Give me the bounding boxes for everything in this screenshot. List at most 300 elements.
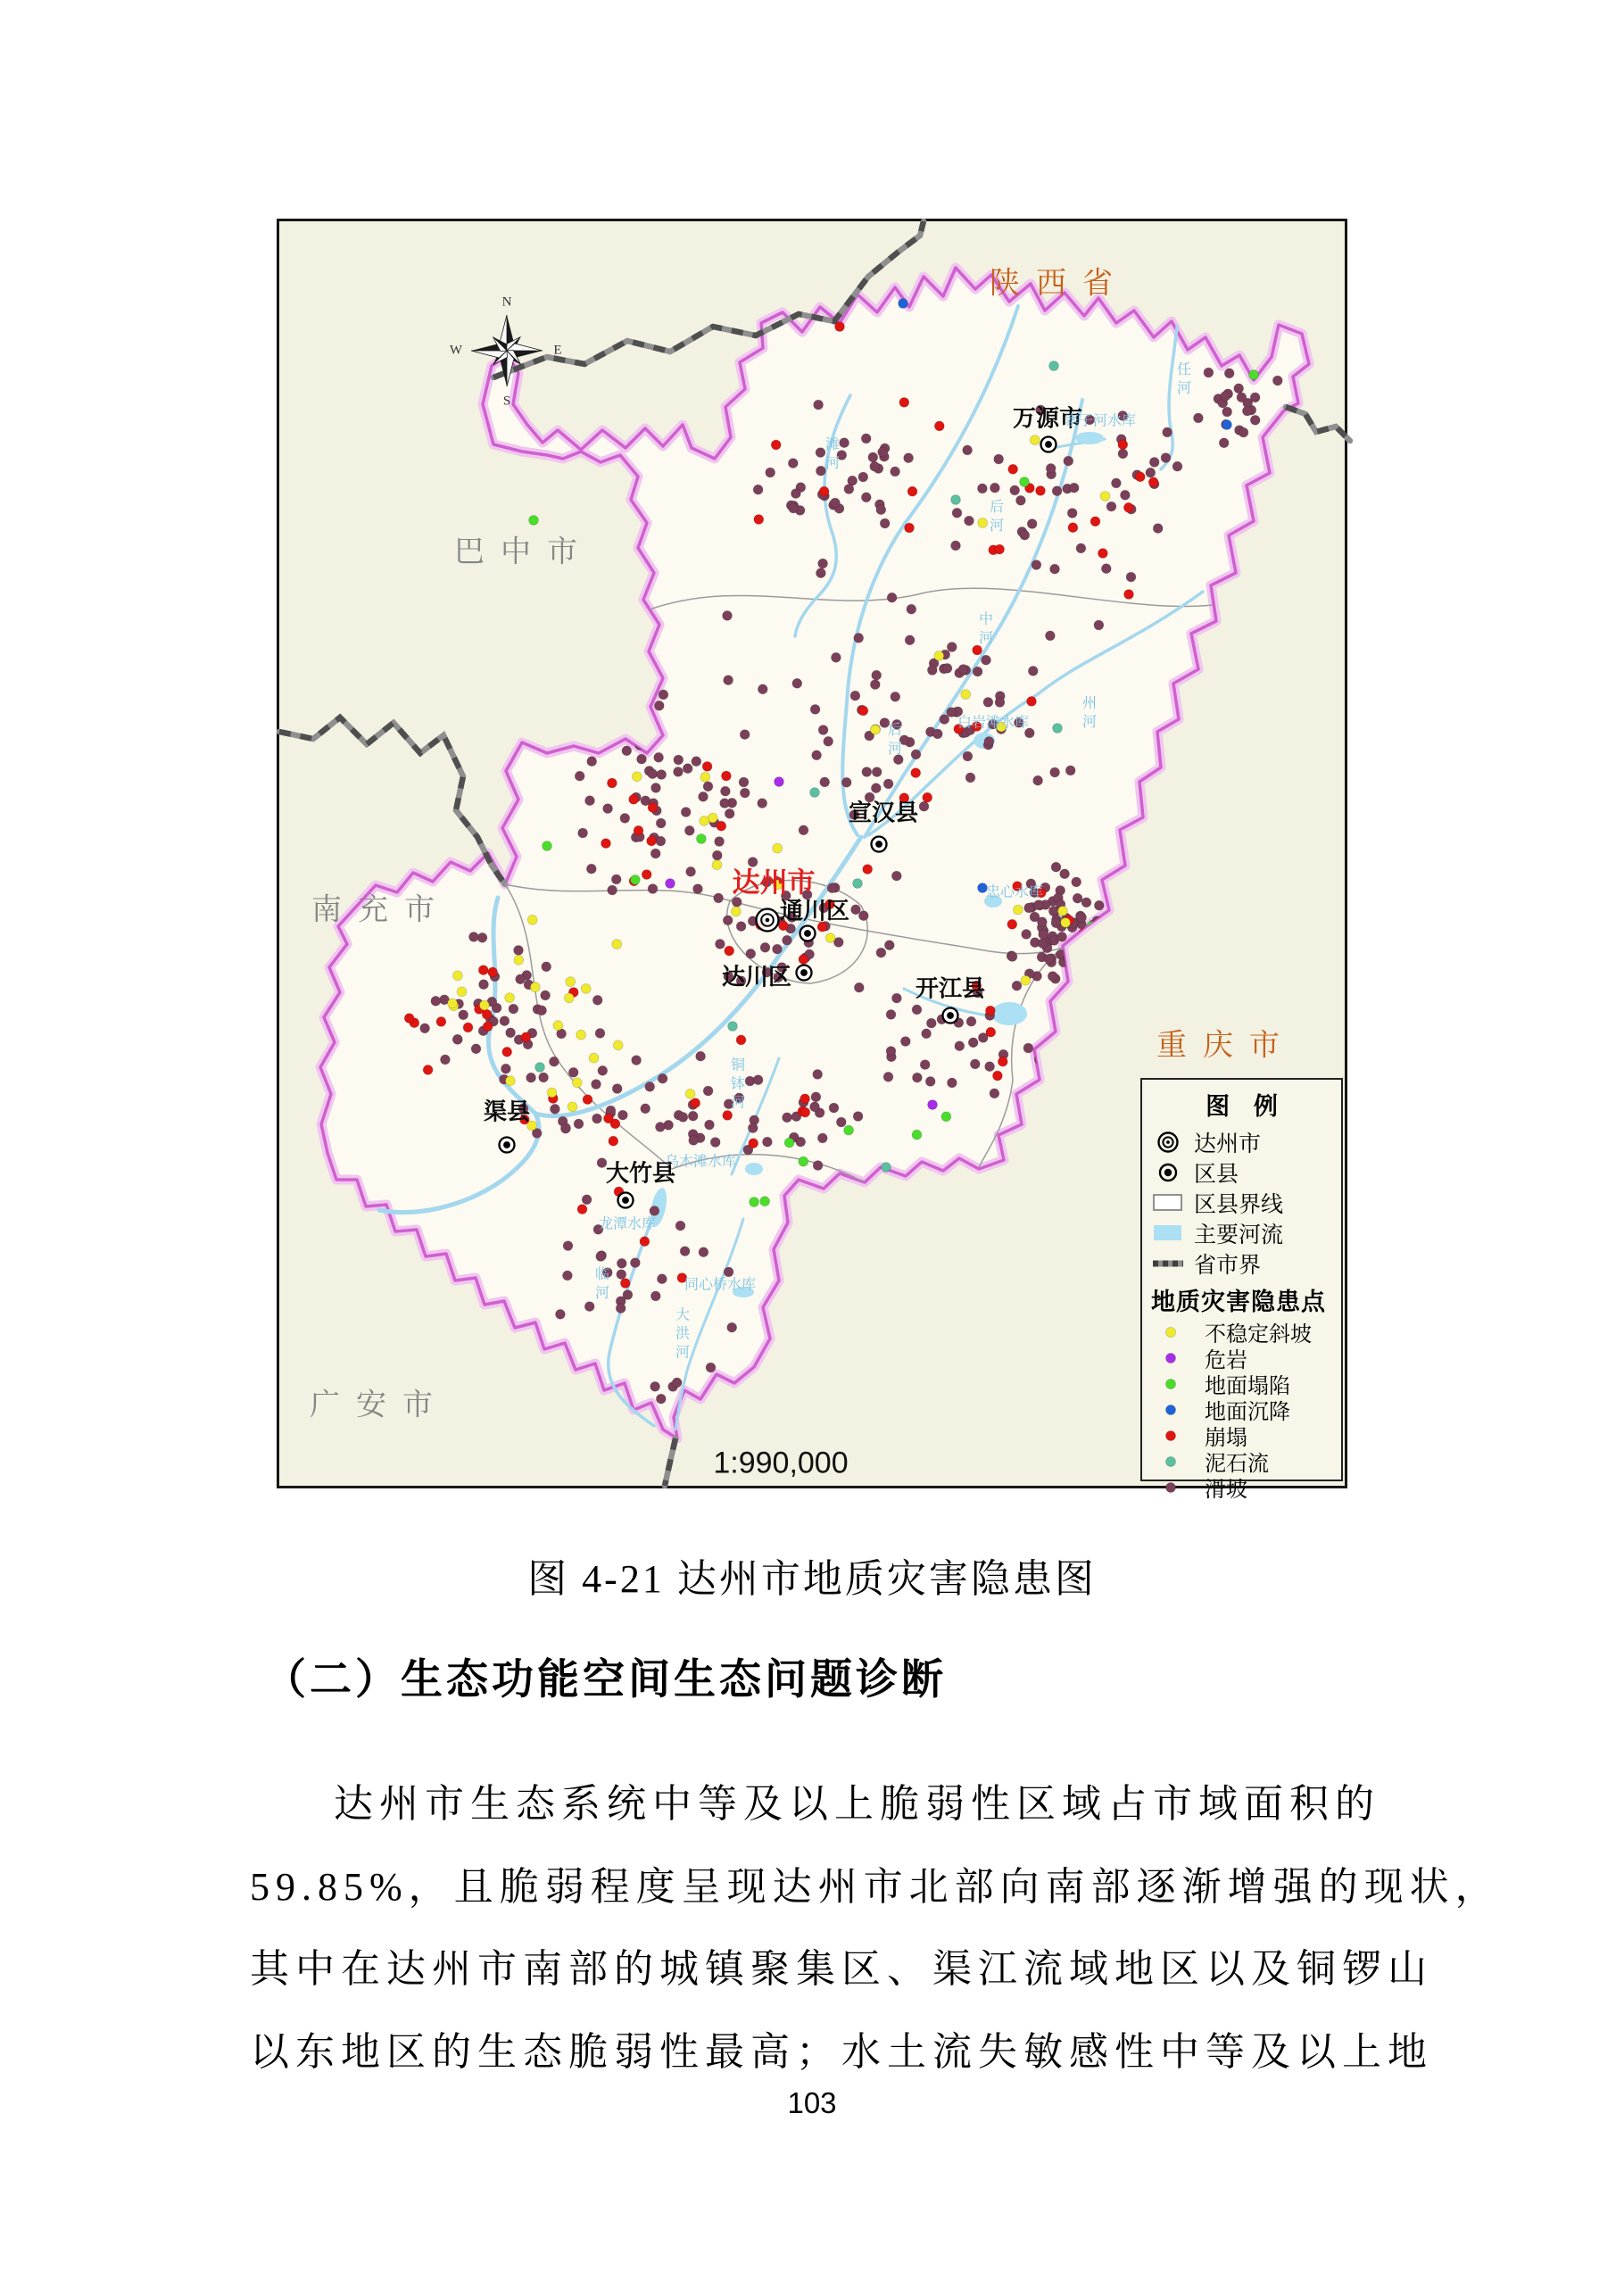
- landslide-dot: [699, 1247, 708, 1257]
- place-label: 大竹县: [605, 1159, 676, 1187]
- landslide-dot: [500, 1016, 510, 1026]
- landslide-dot: [516, 974, 526, 984]
- landslide-dot: [851, 905, 861, 915]
- landslide-dot: [773, 944, 783, 954]
- landslide-dot: [884, 941, 894, 950]
- slope-dot: [825, 933, 835, 943]
- rockfall-dot: [463, 1023, 473, 1032]
- hazard-map-figure: [277, 219, 1347, 1502]
- water-label: 后河: [885, 722, 901, 759]
- landslide-dot: [789, 503, 799, 513]
- landslide-dot: [1065, 766, 1075, 775]
- body-text-line: 其中在达州市南部的城镇聚集区、渠江流域地区以及铜锣山: [250, 1947, 1433, 1991]
- landslide-dot: [692, 757, 701, 767]
- rockfall-dot: [634, 825, 643, 835]
- compass-letter: W: [449, 343, 463, 358]
- page-number: 103: [787, 2086, 837, 2119]
- landslide-dot: [723, 916, 733, 925]
- slope-dot: [712, 860, 722, 870]
- landslide-dot: [623, 1290, 633, 1300]
- landslide-dot: [911, 750, 921, 759]
- slope-dot: [1014, 905, 1023, 915]
- dot-legend-icon: [1156, 1319, 1190, 1346]
- landslide-dot: [563, 1271, 573, 1281]
- landslide-dot: [907, 604, 916, 614]
- county-marker: [797, 966, 812, 981]
- landslide-dot: [693, 884, 703, 894]
- landslide-dot: [811, 1092, 821, 1102]
- slope-dot: [612, 940, 622, 949]
- landslide-dot: [651, 783, 661, 793]
- subsidence-dot: [1222, 420, 1232, 430]
- debris-dot: [951, 495, 961, 505]
- landslide-dot: [574, 1119, 584, 1129]
- landslide-dot: [1077, 913, 1087, 923]
- landslide-dot: [927, 666, 937, 676]
- landslide-dot: [883, 779, 893, 789]
- landslide-dot: [648, 884, 658, 894]
- landslide-dot: [680, 1247, 690, 1256]
- landslide-dot: [948, 1078, 957, 1088]
- landslide-dot: [816, 568, 826, 578]
- slope-dot: [457, 987, 467, 997]
- landslide-dot: [1033, 775, 1043, 785]
- landslide-dot: [963, 751, 973, 761]
- landslide-dot: [541, 991, 551, 1000]
- rockfall-dot: [620, 1279, 630, 1289]
- landslide-dot: [947, 708, 957, 717]
- water-label: 同心桥水库: [684, 1277, 757, 1293]
- water-label: 大洪河: [673, 1306, 689, 1364]
- water-label: 白岩滩水库: [957, 715, 1030, 731]
- legend-hazard-title: 地质灾害隐患点: [1151, 1289, 1326, 1315]
- rockfall-dot: [749, 1139, 758, 1148]
- slope-dot: [934, 651, 944, 661]
- landslide-dot: [1126, 572, 1136, 582]
- landslide-dot: [587, 757, 597, 767]
- legend-hazard-label: 滑坡: [1205, 1479, 1247, 1502]
- collapse-dot: [784, 1138, 794, 1148]
- landslide-dot: [766, 468, 775, 477]
- place-label: 宣汉县: [848, 799, 919, 826]
- landslide-dot: [1204, 368, 1214, 377]
- landslide-dot: [537, 1006, 547, 1015]
- slope-dot: [1061, 918, 1071, 928]
- body-text-line: 59.85%，且脆弱程度呈现达州市北部向南部逐渐增强的现状，: [250, 1864, 1501, 1909]
- rockfall-dot: [601, 839, 611, 849]
- water-label: 乌木滩水库: [664, 1154, 737, 1170]
- rockfall-dot: [934, 421, 944, 431]
- place-label: 达州市: [732, 866, 816, 899]
- map-legend: [1140, 1078, 1343, 1502]
- rockfall-dot: [799, 955, 808, 965]
- landslide-dot: [592, 1114, 602, 1123]
- landslide-dot: [792, 678, 802, 688]
- landslide-dot: [973, 667, 982, 676]
- landslide-dot: [539, 1073, 549, 1082]
- landslide-dot: [551, 1104, 560, 1114]
- landslide-dot: [542, 962, 551, 972]
- figure-caption: 图 4-21 达州市地质灾害隐患图: [527, 1557, 1097, 1601]
- map-scale: 1:990,000: [713, 1446, 849, 1480]
- landslide-dot: [984, 737, 994, 747]
- rockfall-dot: [647, 836, 657, 846]
- rockfall-dot: [907, 486, 917, 496]
- rockfall-dot: [986, 1006, 996, 1015]
- landslide-dot: [441, 1055, 451, 1065]
- landslide-dot: [703, 1086, 713, 1096]
- landslide-dot: [657, 770, 667, 780]
- slope-dot: [1100, 492, 1110, 501]
- landslide-dot: [506, 1028, 516, 1038]
- landslide-dot: [514, 946, 524, 956]
- landslide-dot: [841, 777, 851, 787]
- landslide-dot: [1048, 972, 1057, 982]
- collapse-dot: [844, 1125, 854, 1135]
- landslide-dot: [913, 1073, 923, 1082]
- slope-dot: [547, 1088, 557, 1098]
- landslide-dot: [922, 1029, 932, 1039]
- county-marker: [943, 1008, 958, 1024]
- landslide-dot: [753, 485, 763, 494]
- landslide-dot: [1112, 478, 1122, 488]
- landslide-dot: [892, 993, 902, 1003]
- collapse-dot: [750, 1198, 759, 1207]
- landslide-dot: [887, 593, 897, 602]
- landslide-dot: [727, 1322, 737, 1332]
- landslide-dot: [1051, 862, 1061, 872]
- rock-dot: [666, 879, 675, 889]
- landslide-dot: [686, 866, 696, 876]
- landslide-dot: [985, 1062, 995, 1072]
- landslide-dot: [983, 698, 993, 708]
- legend-hazard-item: [1151, 1371, 1332, 1397]
- landslide-dot: [868, 452, 878, 462]
- landslide-dot: [1073, 893, 1082, 903]
- landslide-dot: [678, 1113, 688, 1123]
- rockfall-dot: [629, 794, 639, 804]
- landslide-dot: [1051, 918, 1061, 928]
- slope-dot: [505, 993, 515, 1003]
- water-label: 后河: [987, 499, 1003, 536]
- dot-legend-icon: [1156, 1371, 1190, 1397]
- landslide-dot: [796, 1137, 806, 1147]
- debris-dot: [1049, 361, 1059, 371]
- reservoir-shape: [1075, 432, 1104, 444]
- slope-dot: [530, 982, 540, 992]
- compass-letter: E: [553, 343, 562, 358]
- landslide-dot: [420, 1024, 430, 1033]
- landslide-dot: [995, 698, 1005, 708]
- place-label: 达川区: [721, 963, 792, 991]
- landslide-dot: [706, 1363, 716, 1372]
- legend-item-label: 区县: [1194, 1163, 1239, 1187]
- rock-dot: [775, 777, 784, 787]
- rockfall-dot: [521, 1032, 531, 1042]
- rockfall-dot: [722, 771, 732, 781]
- landslide-dot: [740, 730, 750, 740]
- debris-dot: [810, 788, 820, 798]
- legend-hazard-label: 危岩: [1205, 1349, 1247, 1372]
- landslide-dot: [1007, 952, 1017, 962]
- landslide-dot: [654, 752, 664, 762]
- landslide-dot: [592, 995, 602, 1005]
- landslide-dot: [710, 1138, 720, 1148]
- legend-hazard-item: [1151, 1422, 1332, 1448]
- landslide-dot: [1072, 877, 1081, 887]
- landslide-dot: [1034, 900, 1044, 910]
- landslide-dot: [831, 498, 841, 508]
- slope-dot: [700, 816, 709, 826]
- slope-dot: [731, 907, 741, 916]
- landslide-dot: [1020, 530, 1030, 540]
- landslide-dot: [582, 1195, 592, 1205]
- landslide-dot: [1027, 519, 1037, 529]
- landslide-dot: [1064, 456, 1073, 466]
- landslide-dot: [714, 893, 724, 903]
- rockfall-dot: [995, 544, 1005, 554]
- rockfall-dot: [736, 1035, 746, 1045]
- county-legend-icon: [1151, 1159, 1185, 1186]
- landslide-dot: [891, 467, 900, 477]
- landslide-dot: [632, 1056, 642, 1065]
- landslide-dot: [854, 634, 864, 643]
- legend-hazard-item: [1151, 1319, 1332, 1345]
- landslide-dot: [471, 1044, 481, 1054]
- landslide-dot: [656, 818, 666, 828]
- collapse-dot: [912, 1130, 922, 1140]
- water-label: 中河: [976, 611, 992, 649]
- slope-dot: [1058, 907, 1068, 916]
- landslide-dot: [1161, 453, 1171, 463]
- region-label: 巴中市: [454, 535, 593, 569]
- landslide-dot: [721, 786, 731, 796]
- landslide-dot: [578, 828, 588, 838]
- region-label: 南充市: [311, 892, 451, 927]
- landslide-dot: [814, 400, 824, 410]
- rockfall-dot: [423, 1065, 433, 1075]
- landslide-dot: [968, 1038, 978, 1048]
- landslide-dot: [810, 1102, 820, 1112]
- landslide-dot: [1250, 415, 1260, 425]
- landslide-dot: [1046, 464, 1056, 474]
- landslide-dot: [526, 1073, 536, 1082]
- slope-dot: [514, 955, 524, 965]
- landslide-dot: [861, 493, 871, 502]
- landslide-dot: [622, 746, 632, 756]
- rockfall-dot: [1148, 477, 1158, 487]
- landslide-dot: [858, 472, 868, 482]
- landslide-dot: [748, 1123, 758, 1133]
- rockfall-dot: [502, 1047, 512, 1057]
- landslide-dot: [829, 1103, 839, 1113]
- landslide-dot: [616, 1304, 626, 1314]
- landslide-dot: [1219, 438, 1229, 448]
- landslide-dot: [870, 680, 880, 690]
- water-label: 滩河: [823, 436, 839, 474]
- landslide-dot: [650, 1381, 660, 1391]
- slope-dot: [527, 915, 537, 924]
- rockfall-dot: [717, 821, 726, 831]
- landslide-dot: [595, 1029, 605, 1039]
- landslide-dot: [716, 940, 725, 949]
- landslide-dot: [1052, 486, 1062, 496]
- landslide-dot: [982, 655, 991, 665]
- landslide-dot: [608, 885, 617, 895]
- debris-dot: [535, 1063, 545, 1073]
- legend-item-label: 区县界线: [1194, 1193, 1284, 1217]
- landslide-dot: [1121, 490, 1131, 500]
- legend-hazard-label: 地面塌陷: [1205, 1375, 1290, 1398]
- water-label: 铜钵河: [728, 1057, 744, 1114]
- landslide-dot: [876, 505, 886, 515]
- landslide-dot: [951, 541, 961, 551]
- landslide-dot: [878, 447, 888, 457]
- slope-dot: [632, 772, 642, 782]
- landslide-dot: [696, 1051, 706, 1061]
- city-marker: [757, 909, 779, 932]
- landslide-dot: [1081, 898, 1091, 908]
- slope-dot: [700, 773, 710, 783]
- rect-fill-legend-icon: [1151, 1220, 1185, 1247]
- landslide-dot: [1272, 376, 1282, 385]
- collapse-dot: [1249, 370, 1259, 380]
- landslide-dot: [1010, 485, 1020, 495]
- landslide-dot: [592, 1080, 601, 1090]
- legend-hazard-item: [1151, 1345, 1332, 1371]
- collapse-dot: [760, 1197, 770, 1206]
- landslide-dot: [637, 754, 647, 764]
- landslide-dot: [958, 665, 968, 675]
- rockfall-dot: [1036, 486, 1046, 496]
- rockfall-dot: [1135, 472, 1145, 482]
- landslide-dot: [900, 1037, 910, 1047]
- landslide-dot: [641, 1104, 650, 1114]
- landslide-dot: [603, 804, 613, 814]
- dot-legend-icon: [1156, 1474, 1190, 1501]
- landslide-dot: [870, 461, 880, 471]
- legend-rows: [1151, 1127, 1332, 1500]
- debris-dot: [853, 879, 863, 889]
- slope-dot: [479, 1000, 489, 1010]
- landslide-dot: [720, 799, 730, 808]
- landslide-dot: [872, 767, 882, 777]
- rockfall-dot: [923, 792, 932, 802]
- landslide-dot: [1237, 393, 1247, 402]
- landslide-dot: [1094, 900, 1104, 910]
- landslide-dot: [810, 705, 820, 715]
- rockfall-dot: [478, 966, 488, 975]
- place-label: 渠县: [483, 1098, 531, 1125]
- landslide-dot: [920, 1060, 930, 1070]
- landslide-dot: [905, 635, 915, 645]
- landslide-dot: [1032, 560, 1041, 570]
- landslide-dot: [699, 792, 708, 801]
- slope-dot: [685, 1089, 695, 1098]
- landslide-dot: [932, 729, 942, 739]
- place-label: 万源市: [1012, 404, 1083, 432]
- rockfall-dot: [800, 1094, 810, 1104]
- landslide-dot: [925, 1077, 935, 1087]
- rockfall-dot: [483, 1022, 493, 1032]
- landslide-dot: [650, 849, 660, 858]
- rockfall-dot: [1098, 549, 1108, 559]
- landslide-dot: [1172, 461, 1182, 471]
- landslide-dot: [656, 1394, 666, 1404]
- county-marker: [500, 1138, 515, 1153]
- slope-dot: [453, 971, 463, 981]
- rockfall-dot: [1090, 517, 1100, 526]
- landslide-dot: [813, 1070, 823, 1080]
- landslide-dot: [1039, 930, 1048, 940]
- legend-hazard-item: [1151, 1397, 1332, 1422]
- dashed-legend-icon: [1151, 1250, 1185, 1277]
- legend-item: [1151, 1188, 1332, 1218]
- landslide-dot: [723, 611, 733, 621]
- landslide-dot: [1038, 917, 1048, 927]
- landslide-dot: [1060, 869, 1070, 879]
- legend-item: [1151, 1127, 1332, 1157]
- landslide-dot: [990, 483, 1000, 493]
- landslide-dot: [1094, 620, 1104, 630]
- landslide-dot: [883, 1072, 893, 1082]
- collapse-dot: [543, 841, 552, 851]
- landslide-dot: [812, 750, 822, 760]
- compass-letter: S: [502, 394, 511, 409]
- water-label: 寨子河水库: [1064, 413, 1137, 429]
- slope-dot: [568, 1102, 577, 1112]
- collapse-dot: [1020, 477, 1030, 487]
- landslide-dot: [1101, 564, 1111, 574]
- county-marker: [872, 837, 887, 852]
- landslide-dot: [836, 1117, 846, 1127]
- landslide-dot: [926, 1018, 936, 1028]
- landslide-dot: [674, 767, 684, 777]
- slope-dot: [581, 984, 591, 994]
- landslide-dot: [501, 1064, 511, 1073]
- rockfall-dot: [1124, 590, 1134, 600]
- landslide-dot: [1194, 413, 1204, 423]
- landslide-dot: [978, 484, 988, 493]
- county-marker: [618, 1193, 634, 1208]
- legend-item: [1151, 1248, 1332, 1279]
- subsidence-dot: [899, 299, 908, 309]
- dot-legend-icon: [1156, 1345, 1190, 1372]
- landslide-dot: [763, 1137, 773, 1147]
- landslide-dot: [1163, 427, 1172, 437]
- landslide-dot: [725, 808, 734, 818]
- landslide-dot: [966, 1016, 976, 1026]
- legend-item-label: 主要河流: [1194, 1223, 1284, 1247]
- landslide-dot: [477, 932, 487, 942]
- landslide-dot: [965, 773, 975, 783]
- rockfall-dot: [754, 515, 764, 525]
- collapse-dot: [697, 834, 707, 844]
- landslide-dot: [886, 1010, 896, 1020]
- landslide-dot: [1234, 384, 1244, 394]
- rockfall-dot: [1068, 523, 1078, 533]
- landslide-dot: [1016, 495, 1026, 505]
- landslide-dot: [688, 1111, 698, 1121]
- rockfall-dot: [583, 1095, 592, 1105]
- debris-dot: [882, 1163, 891, 1173]
- region-label: 重庆市: [1156, 1028, 1296, 1063]
- rockfall-dot: [691, 1098, 700, 1108]
- landslide-dot: [799, 825, 808, 835]
- slope-dot: [448, 999, 458, 1008]
- rockfall-dot: [1008, 464, 1018, 474]
- body-text-line: 达州市生态系统中等及以上脆弱性区域占市域面积的: [334, 1782, 1380, 1826]
